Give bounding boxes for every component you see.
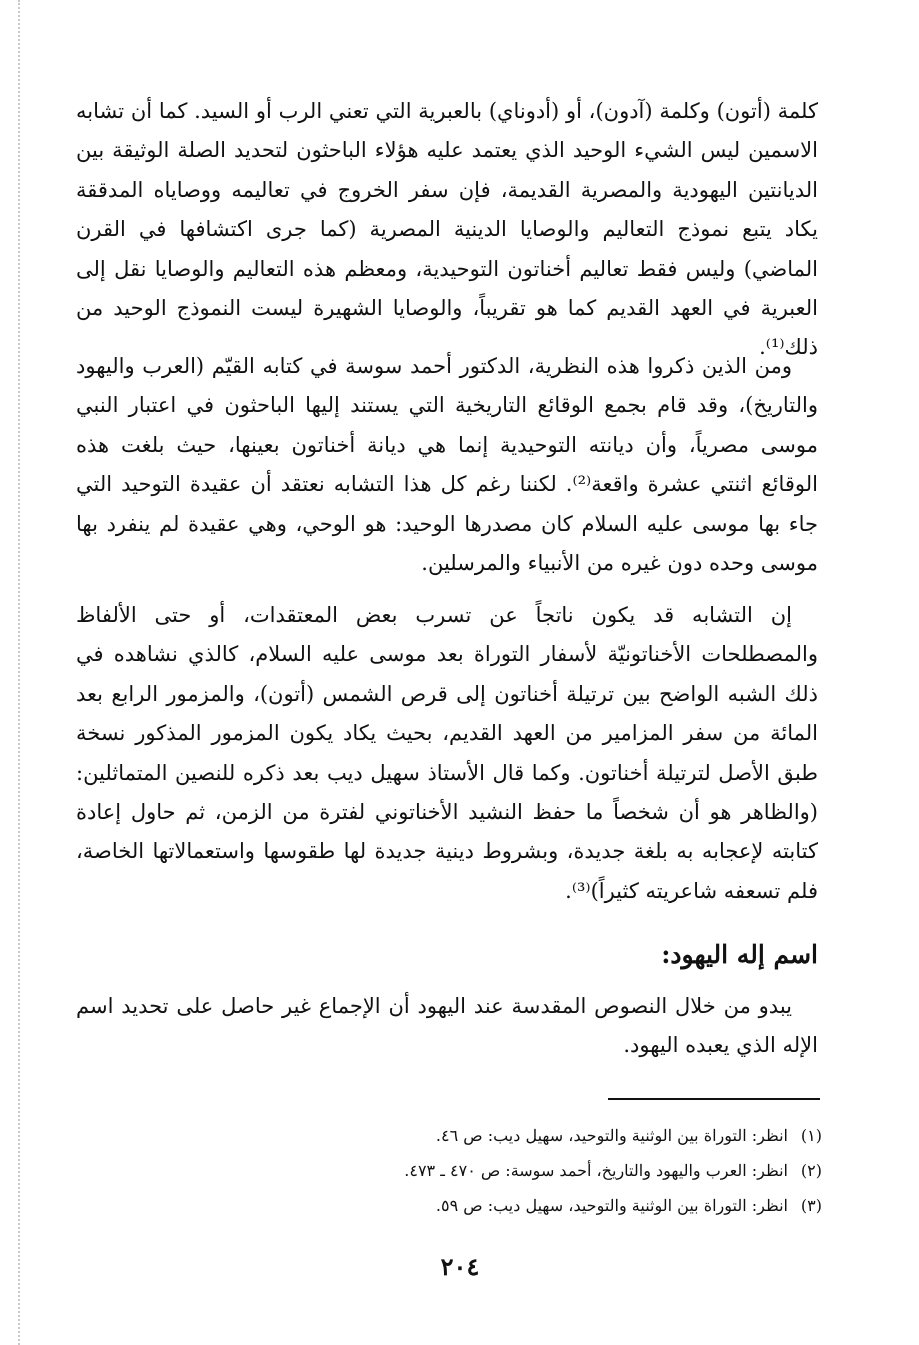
paragraph-4 [76,987,818,1066]
paragraph-4-text: يبدو من خلال النصوص المقدسة عند اليهود أن الإجماع غير حاصل على تحديد اسم الإله الذي يعبده اليهود. [76,994,818,1058]
footnote-item [362,1188,822,1223]
footnote-text: انظر: التوراة بين الوثنية والتوحيد، سهيل ديب: ص ٥٩. [435,1196,788,1215]
footnote-number: (٢) [800,1161,822,1180]
paragraph-2 [76,347,818,583]
footnotes-list [362,1118,822,1223]
scan-edge-divider [18,0,20,1345]
paragraph-1-text: كلمة (أتون) وكلمة (آدون)، أو (أدوناي) بالعبرية التي تعني الرب أو السيد. كما أن تشابه الاسمين ليس الشيء الوحيد الذي يعتمد عليه هؤلاء الباحثون لتحديد الصلة الوثيقة بين الديانتين اليهودية والمصرية القديمة، فإن سفر الخروج في تعاليمه ووصاياه المدققة يكاد يتبع نموذج التعاليم والوصايا الدينية المصرية (كما جرى اكتشافها في القرن الماضي) وليس فقط تعاليم أخناتون التوحيدية، ومعظم هذه التعاليم والوصايا نقل إلى العبرية في العهد القديم كما هو تقريباً، والوصايا الشهيرة ليست النموذج الوحيد من ذلك⁽¹⁾. [76,99,818,360]
footnote-number: (٣) [800,1196,822,1215]
footnote-text: انظر: التوراة بين الوثنية والتوحيد، سهيل ديب: ص ٤٦. [435,1126,788,1145]
footnote-separator [608,1098,820,1100]
page-number: ٢٠٤ [440,1252,480,1281]
paragraph-2-text: ومن الذين ذكروا هذه النظرية، الدكتور أحمد سوسة في كتابه القيّم (العرب واليهود والتاريخ)، وقد قام بجمع الوقائع التاريخية التي يستند إليها الباحثون في اعتبار النبي موسى مصرياً، وأن ديانته التوحيدية إنما هي ديانة أخناتون بعينها، حيث بلغت هذه الوقائع اثنتي عشرة واقعة⁽²⁾. لكننا رغم كل هذا التشابه نعتقد أن عقيدة التوحيد التي جاء بها موسى عليه السلام كان مصدرها الوحيد: هو الوحي، وهي عقيدة لم ينفرد بها موسى وحده دون غيره من الأنبياء والمرسلين. [76,354,818,576]
footnote-number: (١) [800,1126,822,1145]
section-heading: اسم إله اليهود: [661,940,818,969]
footnote-item [362,1153,822,1188]
paragraph-3 [76,596,818,911]
footnote-text: انظر: العرب واليهود والتاريخ، أحمد سوسة: ص ٤٧٠ ـ ٤٧٣. [404,1161,788,1180]
paragraph-1 [76,92,818,368]
footnote-item [362,1118,822,1153]
paragraph-3-text: إن التشابه قد يكون ناتجاً عن تسرب بعض المعتقدات، أو حتى الألفاظ والمصطلحات الأخناتونيّة لأسفار التوراة بعد موسى عليه السلام، كالذي نشاهده في ذلك الشبه الواضح بين ترتيلة أخناتون إلى قرص الشمس (أتون)، والمزمور الرابع بعد المائة من سفر المزامير من العهد القديم، بحيث يكاد يكون المزمور المذكور نسخة طبق الأصل لترتيلة أخناتون. وكما قال الأستاذ سهيل ديب بعد ذكره للنصين المتماثلين: (والظاهر هو أن شخصاً ما حفظ النشيد الأخناتوني لفترة من الزمن، ثم حاول إعادة كتابته لإعجابه به بلغة جديدة، وبشروط دينية جديدة لها طقوسها واستعمالاتها الخاصة، فلم تسعفه شاعريته كثيراً)⁽³⁾. [76,603,818,903]
